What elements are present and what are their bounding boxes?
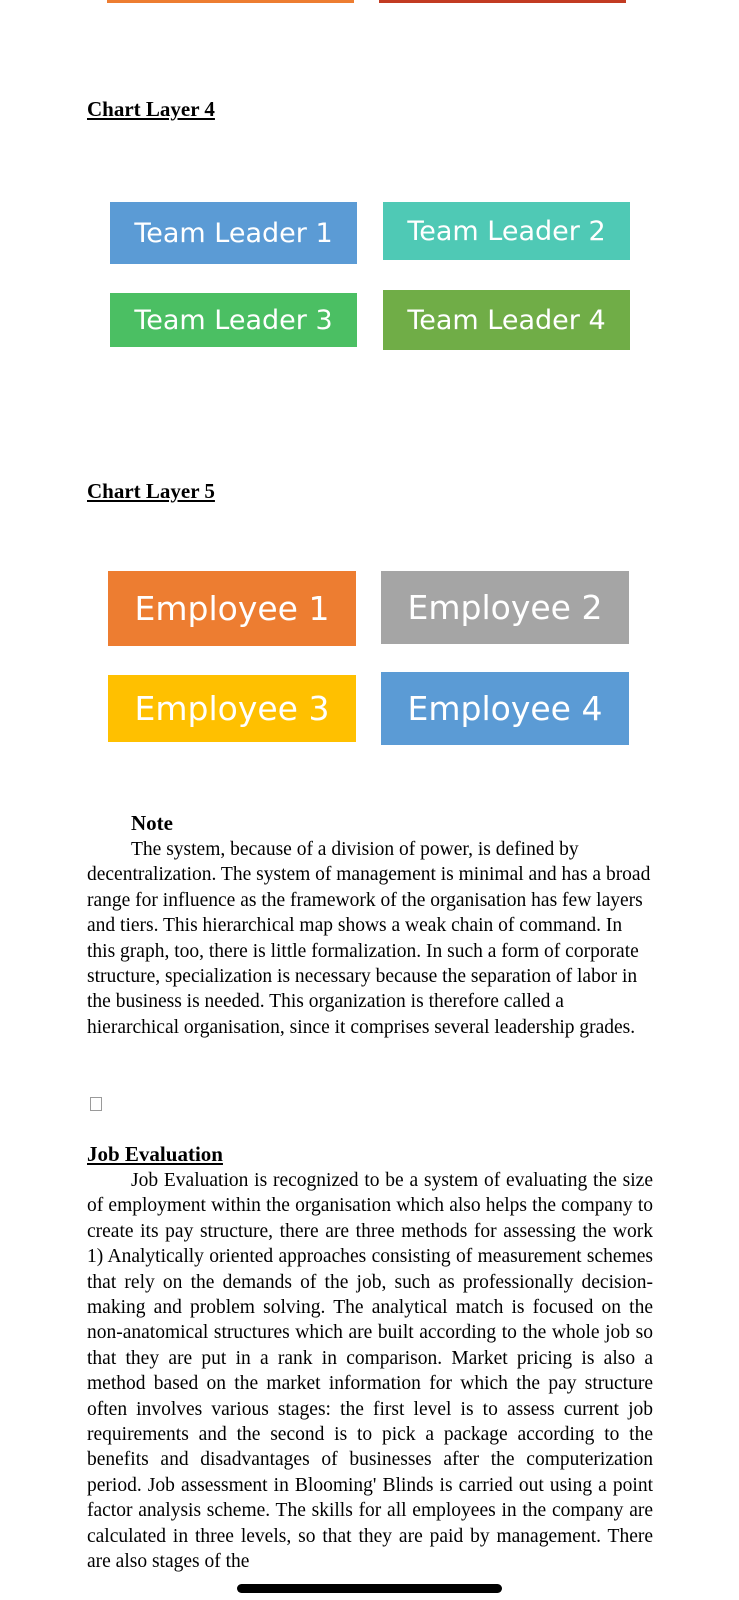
home-indicator[interactable]	[237, 1584, 502, 1593]
job-evaluation-paragraph: Job Evaluation is recognized to be a system of evaluating the size of employment within the organisation which also helps the company to create its pay structure, there are three methods for assessing the work 1) Analytically oriented approaches consisting of measurement schemes that rely on the demands of the job, such as professionally decision-making and problem solving. The analytical match is focused on the non-anatomical structures which are built according to the whole job so that they are put in a rank in comparison. Market pricing is also a method based on the market information for which the pay structure often involves various stages: the first level is to assess current job requirements and the second is to pick a package according to the benefits and disadvantages of businesses after the computerization period. Job assessment in Blooming' Blinds is carried out using a point factor analysis scheme. The skills for all employees in the company are calculated in three levels, so that they are paid by management. There are also stages of the	[87, 1170, 653, 1573]
previous-chart-box-bottom-edge-right	[379, 0, 626, 3]
job-evaluation-heading: Job Evaluation	[87, 1142, 223, 1166]
employee-4-label: Employee 4	[407, 689, 603, 728]
team-leader-3-label: Team Leader 3	[134, 304, 333, 336]
team-leader-1-box	[110, 202, 357, 264]
chart-layer-4-heading: Chart Layer 4	[87, 97, 215, 121]
note-paragraph: The system, because of a division of power, is defined by decentralization. The system of management is minimal and has a broad range for influence as the framework of the organisation has few layers and tiers. This hierarchical map shows a weak chain of command. In this graph, too, there is little formalization. In such a form of corporate structure, specialization is necessary because the separation of labor in the business is needed. This organization is therefore called a hierarchical organisation, since it comprises several leadership grades.	[87, 839, 651, 1038]
employee-3-box	[108, 675, 356, 742]
team-leader-4-label: Team Leader 4	[407, 304, 606, 336]
team-leader-1-label: Team Leader 1	[134, 217, 333, 249]
note-title: Note	[131, 811, 173, 835]
team-leader-2-label: Team Leader 2	[407, 215, 606, 247]
employee-2-label: Employee 2	[407, 588, 603, 627]
empty-placeholder-box	[90, 1097, 102, 1111]
employee-3-label: Employee 3	[134, 689, 330, 728]
previous-chart-box-bottom-edge-left	[107, 0, 354, 3]
team-leader-3-box	[110, 293, 357, 347]
team-leader-4-box	[383, 290, 630, 350]
employee-1-label: Employee 1	[134, 589, 330, 628]
employee-4-box	[381, 672, 629, 745]
chart-layer-5-heading: Chart Layer 5	[87, 479, 215, 503]
employee-2-box	[381, 571, 629, 644]
team-leader-2-box	[383, 202, 630, 260]
employee-1-box	[108, 571, 356, 646]
